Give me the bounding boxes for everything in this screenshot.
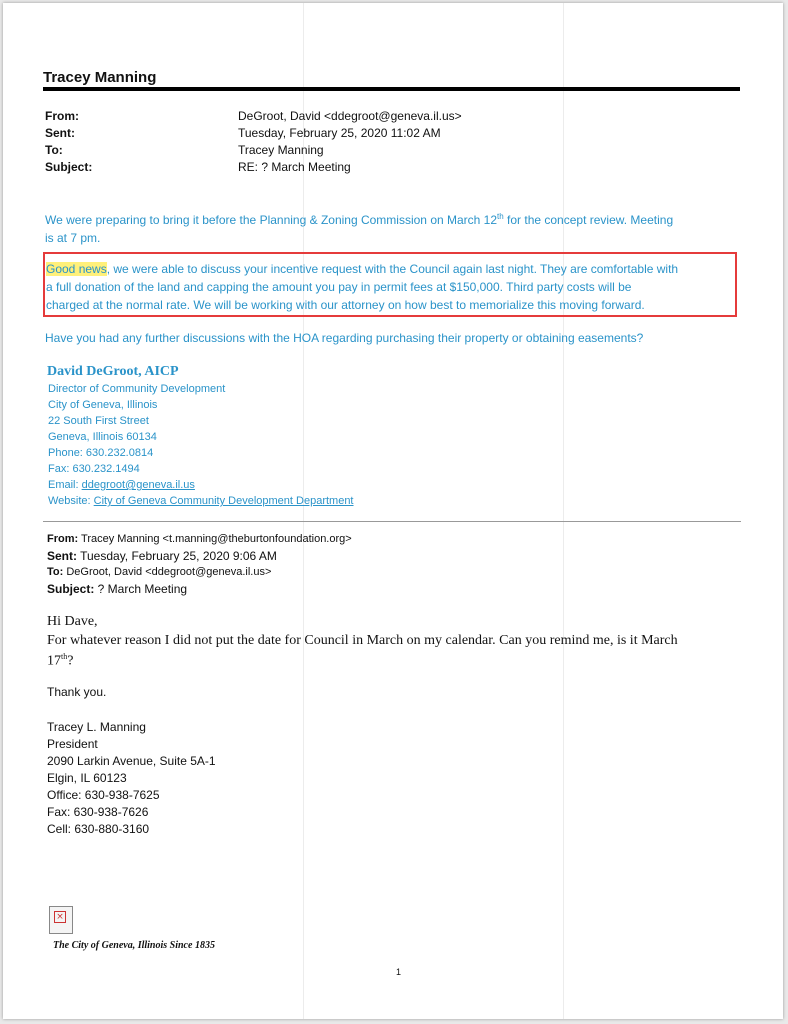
quoted-sig-title: President [47,737,98,751]
quoted-sent-value: Tuesday, February 25, 2020 9:06 AM [77,549,277,563]
quoted-line-2 [47,652,73,670]
website-label: Website: [48,495,94,507]
subject-value: RE: ? March Meeting [238,160,351,174]
quoted-from-label: From: [47,533,79,545]
reply-paragraph-1 [45,208,745,247]
page-number: 1 [396,967,402,977]
website-link[interactable]: City of Geneva Community Development Department [93,495,354,507]
signature-phone: Phone: 630.232.0814 [48,447,154,459]
to-label: To: [45,143,63,157]
quoted-sent-label: Sent: [47,549,77,563]
header-rule [43,87,740,91]
quoted-line2-superscript: th [61,652,68,661]
sent-value: Tuesday, February 25, 2020 11:02 AM [238,126,441,140]
broken-image-icon [49,906,73,934]
quoted-line2-end: ? [67,653,74,669]
reply-paragraph-2 [46,260,746,314]
quoted-subject-label: Subject: [47,582,95,596]
quoted-subject-value: ? March Meeting [94,582,188,596]
signature-name: David DeGroot, AICP [47,364,179,379]
signature-website-line [48,495,354,507]
reply-paragraph-3: Have you had any further discussions with the HOA regarding purchasing their property or obtaining easements? [45,331,644,345]
quoted-sig-city: Elgin, IL 60123 [47,771,127,785]
quoted-to-label: To: [47,566,64,578]
signature-email-line [48,479,195,491]
para1-line2: is at 7 pm. [45,231,101,245]
para2-line3: charged at the normal rate. We will be working with our attorney on how best to memorialize this moving forward. [46,298,645,312]
quoted-sent-line [47,549,277,563]
quoted-from-line [47,533,352,545]
quoted-line-1: For whatever reason I did not put the date for Council in March on my calendar. Can you remind me, is it March [47,633,678,648]
quoted-sig-office: Office: 630-938-7625 [47,788,160,802]
quoted-from-value: Tracey Manning <t.manning@theburtonfoundation.org> [78,533,352,545]
email-link[interactable]: ddegroot@geneva.il.us [81,479,195,491]
signature-title: Director of Community Development [48,383,226,395]
quoted-subject-line [47,582,187,596]
para1-text: We were preparing to bring it before the Planning & Zoning Commission on March 12 [45,213,498,227]
quoted-greeting: Hi Dave, [47,614,98,629]
subject-label: Subject: [45,160,93,174]
highlighted-text: Good news [46,262,107,276]
quoted-line2-text: 17 [47,653,61,669]
signature-city: Geneva, Illinois 60134 [48,431,157,443]
document-owner-name: Tracey Manning [43,69,157,86]
email-label: Email: [48,479,82,491]
signature-fax: Fax: 630.232.1494 [48,463,140,475]
to-value: Tracey Manning [238,143,324,157]
para1-text-end: for the concept review. Meeting [503,213,674,227]
para2-line2: a full donation of the land and capping the amount you pay in permit fees at $150,000. Third party costs will be [46,280,632,294]
document-page [3,3,783,1019]
quoted-sig-cell: Cell: 630-880-3160 [47,822,150,836]
quoted-to-value: DeGroot, David <ddegroot@geneva.il.us> [63,566,272,578]
quoted-sig-street: 2090 Larkin Avenue, Suite 5A-1 [47,754,216,768]
quote-separator [43,521,741,522]
signature-org: City of Geneva, Illinois [48,399,158,411]
quoted-sig-fax: Fax: 630-938-7626 [47,805,149,819]
para1-superscript: th [497,212,504,221]
para2-line1: , we were able to discuss your incentive request with the Council again last night. They are comfortable with [106,262,679,276]
from-value: DeGroot, David <ddegroot@geneva.il.us> [238,109,462,123]
sent-label: Sent: [45,126,75,140]
city-tagline: The City of Geneva, Illinois Since 1835 [53,940,215,951]
scan-artifact-line [563,3,564,1019]
quoted-sig-name: Tracey L. Manning [47,720,146,734]
quoted-to-line [47,566,271,578]
signature-street: 22 South First Street [48,415,149,427]
quoted-thanks: Thank you. [47,685,107,699]
from-label: From: [45,109,79,123]
broken-image-x-icon: × [54,911,66,923]
